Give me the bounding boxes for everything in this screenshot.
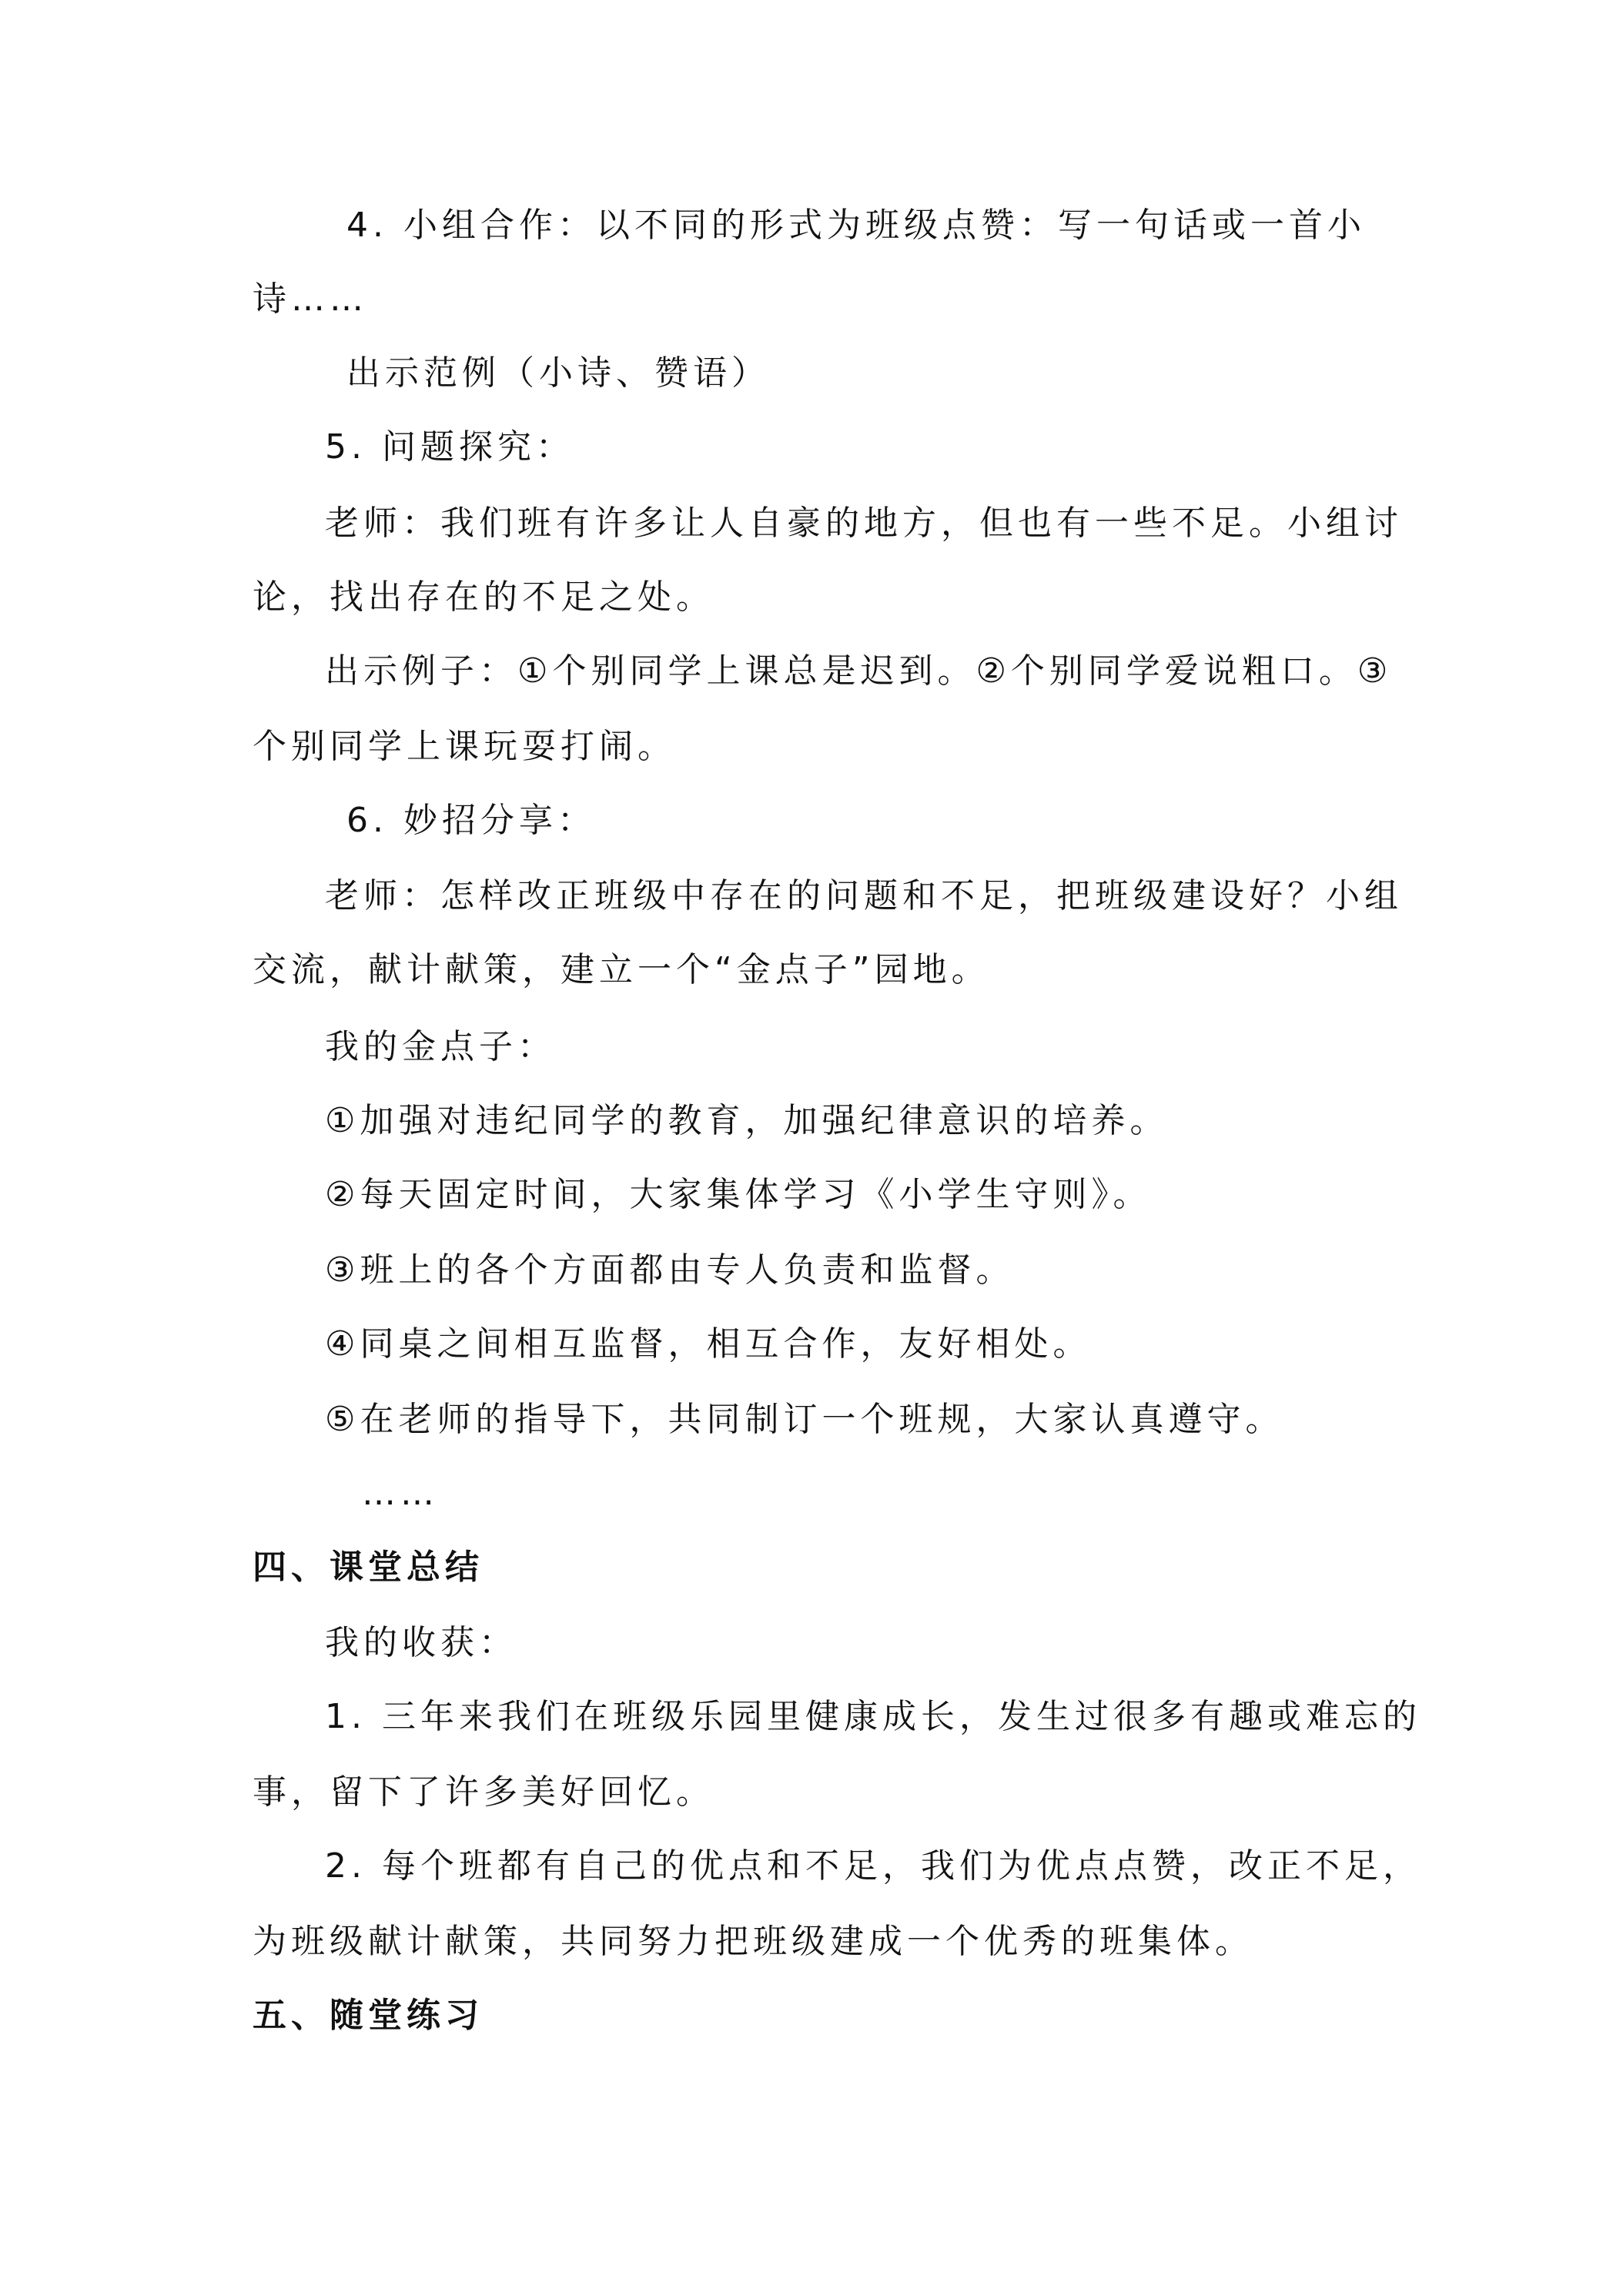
teacher-question-line-1: 老师：怎样改正班级中存在的问题和不足，把班级建设好？小组 [325, 876, 1403, 915]
section-heading-practice: 五、随堂练习 [253, 1996, 484, 2035]
teacher-line-1: 老师：我们班有许多让人自豪的地方，但也有一些不足。小组讨 [325, 504, 1403, 543]
idea-4: ④同桌之间相互监督，相互合作，友好相处。 [325, 1324, 1092, 1364]
idea-2: ②每天固定时间，大家集体学习《小学生守则》。 [325, 1175, 1152, 1214]
item-5-title: 5. 问题探究： [325, 427, 574, 467]
teacher-line-2: 论，找出存在的不足之处。 [253, 577, 714, 617]
item-4-line-2: 诗…… [253, 279, 368, 319]
harvest-title: 我的收获： [325, 1623, 517, 1662]
item-6-title: 6. 妙招分享： [346, 801, 596, 840]
examples-line-2: 个别同学上课玩耍打闹。 [253, 727, 676, 766]
harvest-2-line-1: 2. 每个班都有自己的优点和不足，我们为优点点赞，改正不足， [325, 1846, 1421, 1886]
idea-1: ①加强对违纪同学的教育，加强纪律意识的培养。 [325, 1101, 1169, 1140]
teacher-question-line-2: 交流，献计献策，建立一个“金点子”园地。 [253, 950, 990, 989]
item-4-line-1: 4. 小组合作：以不同的形式为班级点赞：写一句话或一首小 [346, 206, 1366, 245]
idea-5: ⑤在老师的指导下，共同制订一个班规，大家认真遵守。 [325, 1400, 1284, 1439]
idea-3: ③班上的各个方面都由专人负责和监督。 [325, 1250, 1015, 1290]
example-note: 出示范例（小诗、赞语） [346, 353, 770, 393]
examples-line-1: 出示例子：①个别同学上课总是迟到。②个别同学爱说粗口。③ [325, 651, 1393, 691]
ideas-title: 我的金点子： [325, 1027, 556, 1066]
section-heading-summary: 四、课堂总结 [253, 1548, 484, 1587]
harvest-2-line-2: 为班级献计献策，共同努力把班级建成一个优秀的班集体。 [253, 1922, 1253, 1961]
harvest-1-line-1: 1. 三年来我们在班级乐园里健康成长，发生过很多有趣或难忘的 [325, 1697, 1421, 1736]
harvest-1-line-2: 事，留下了许多美好回忆。 [253, 1772, 714, 1812]
ideas-ellipsis: …… [362, 1474, 439, 1513]
